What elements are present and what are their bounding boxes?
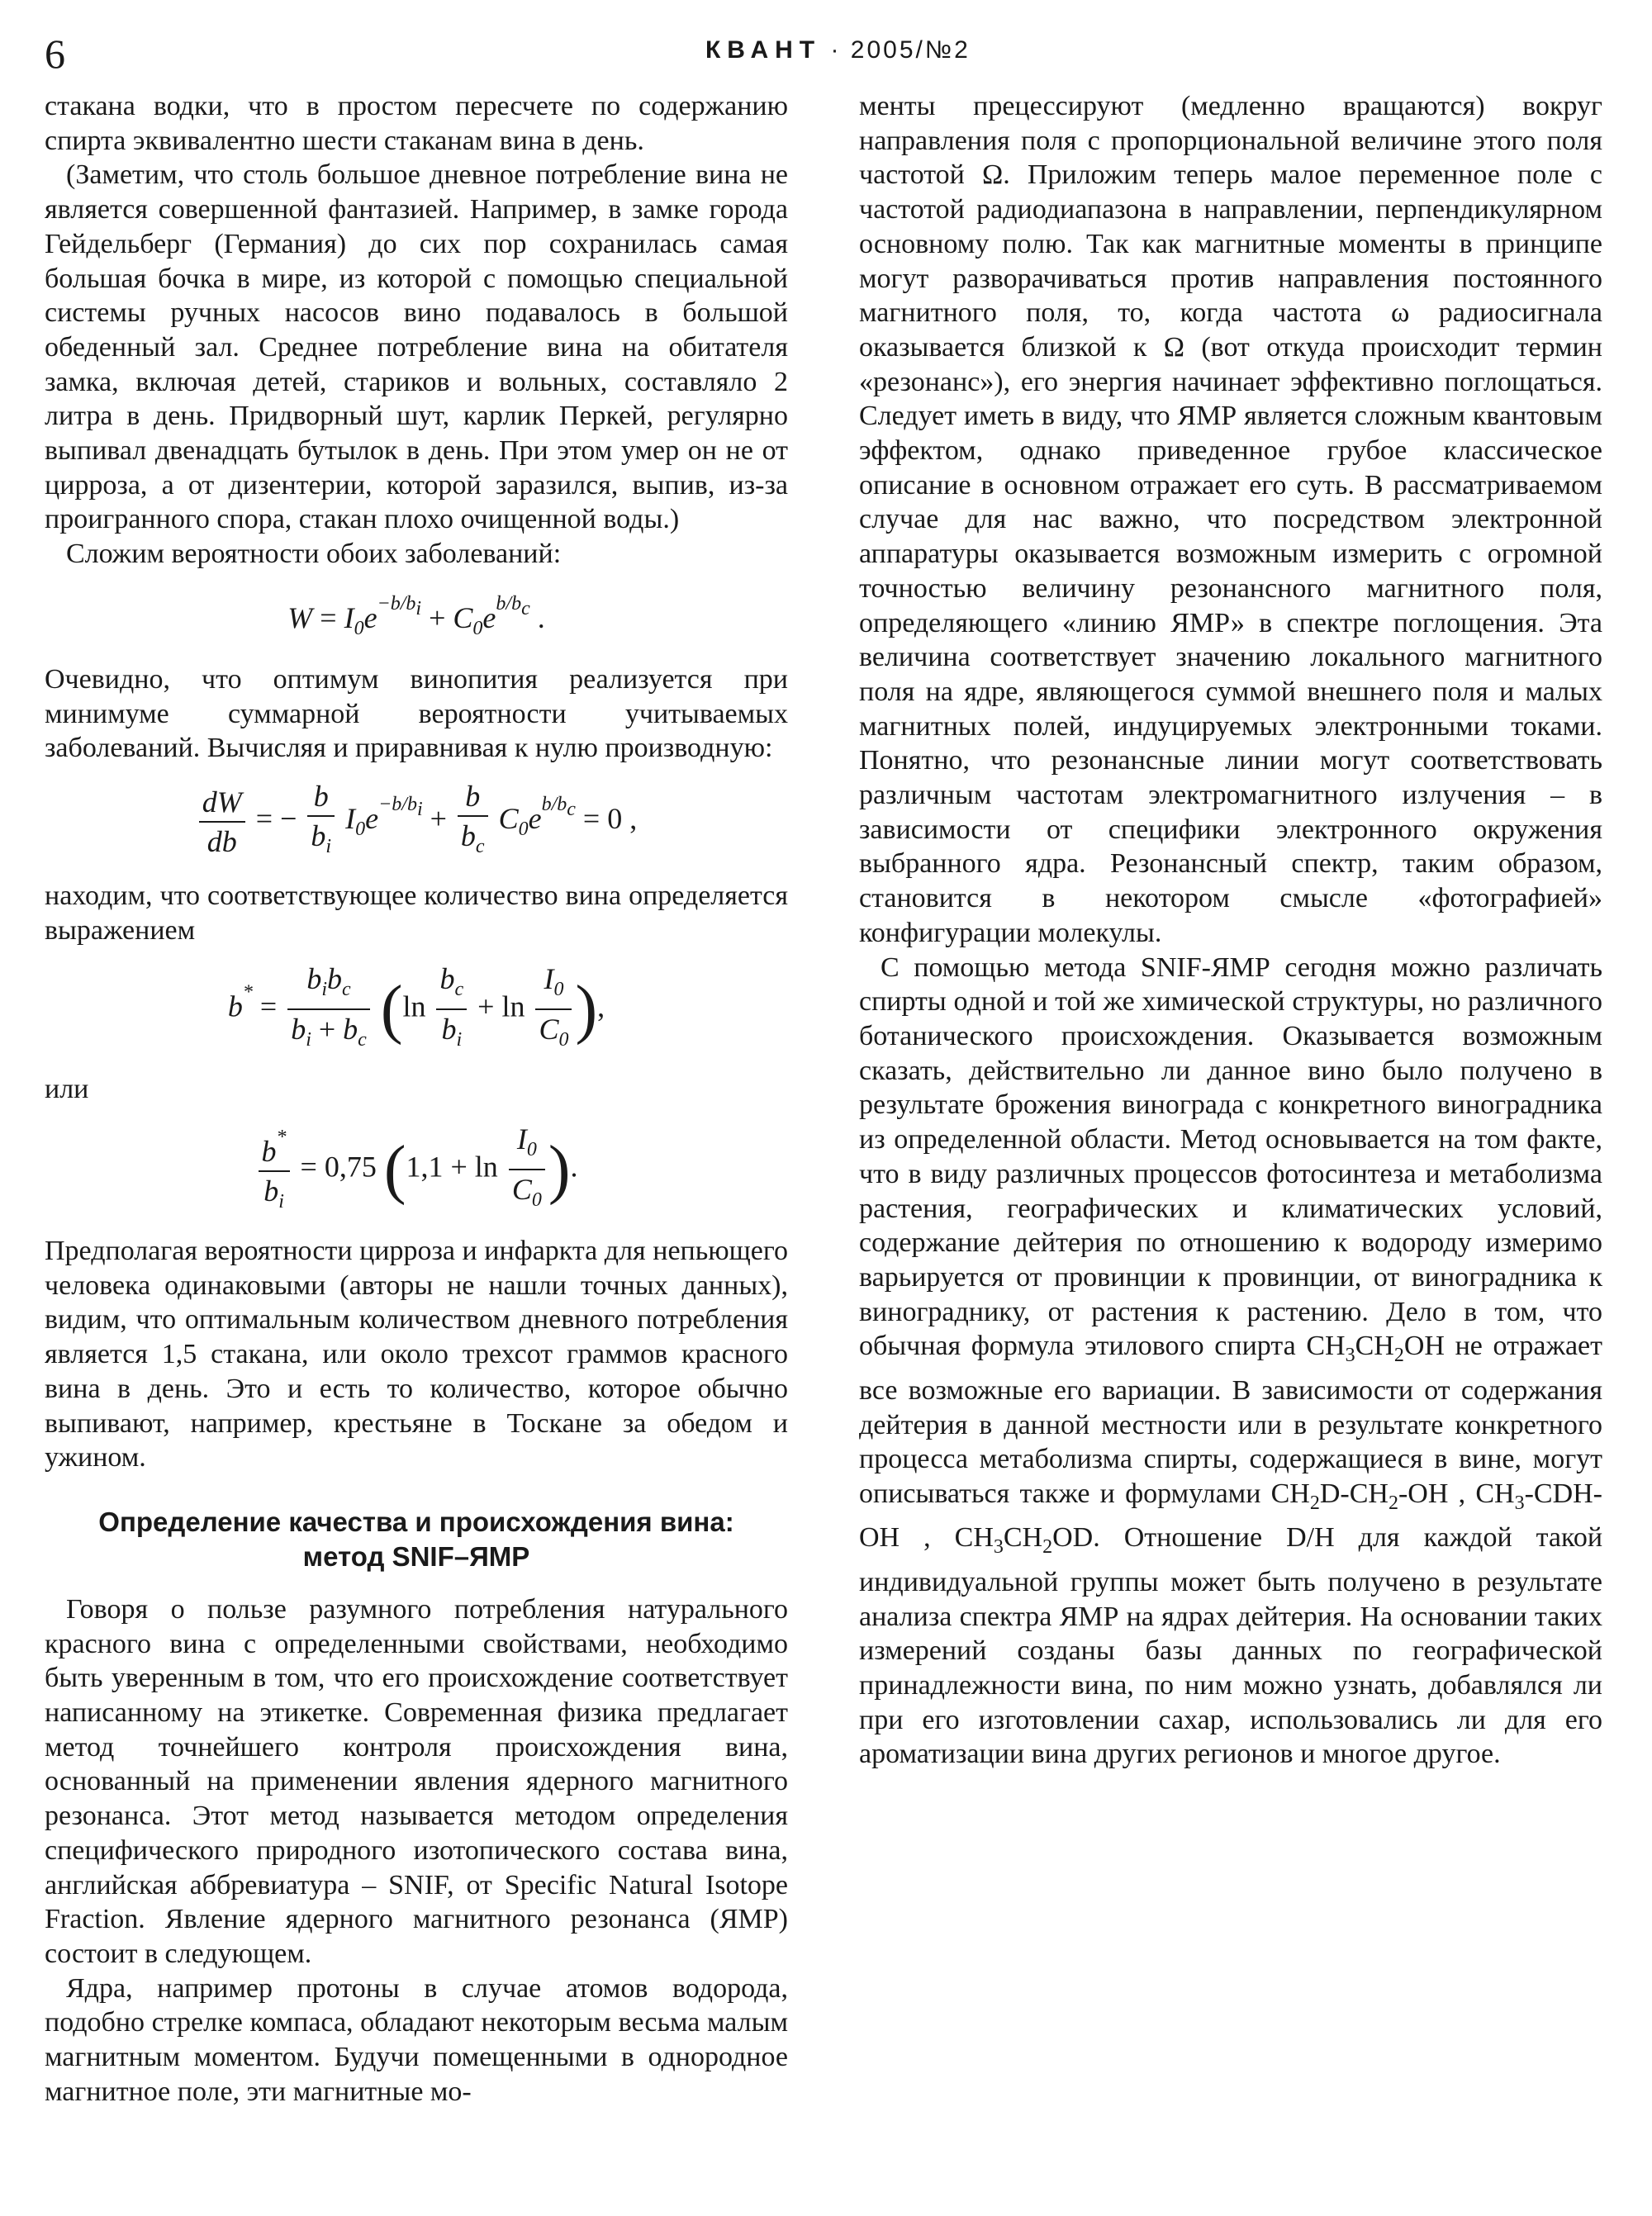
formula-optimum: b* = $\frac{b_ib_c}{b_i + b_c}$ (ln $\frac{b_c}{b_i}$ + ln $\frac{I_0}{C_0}$ ),: [45, 960, 788, 1059]
formula-isotopologue-2: $CH_3-CDH-OH$ ,: [859, 1478, 1602, 1554]
left-column: [45, 89, 788, 2109]
paragraph: (Заметим, что столь большое дневное потребление вина не является совершенной фантазией. Например, в замке города Гейдельберг (Германия) до сих пор сохранилась самая большая бочка в мире, из которой с помощью специальной системы ручных насосов вино подавалось в большой обеденный зал. Среднее потребление вина на обитателя замка, включая детей, стариков и вольных, составляло 2 литра в день. Придворный шут, карлик Перкей, регулярно выпивал двенадцать бутылок в день. При этом умер он не от цирроза, а от дизентерии, которой заразился, выпив, из-за проигранного спора, стакан плохо очищенной воды.): [45, 159, 788, 535]
paragraph: находим, что соответствующее количество вина определяется выражением: [45, 880, 788, 947]
formula-ethanol: $CH_3CH_2OH$: [1306, 1331, 1445, 1367]
paragraph: Говоря о пользе разумного потребления натурального красного вина с определенными свойствами, необходимо быть уверенным в том, что его происхождение соответствует написанному на этикетке. Современная физика предлагает метод точнейшего контроля происхождения вина, основанный на применении явления ядерного магнитного резонанса. Этот метод называется методом определения специфического природного изотопического состава вина, английская аббревиатура – SNIF, от Specific Natural Isotope Fraction. Явление ядерного магнитного резонанса (ЯМР) состоит в следующем.: [45, 1593, 788, 1969]
paragraph: стакана водки, что в простом пересчете по содержанию спирта эквивалентно шести стаканам вина в день.: [45, 91, 788, 156]
formula-ratio: $\frac{b^*}{b_i}$ = 0,75 (1,1 + ln $\frac{I_0}{C_0}$ ).: [45, 1118, 788, 1221]
journal-issue: · 2005/№2: [830, 36, 971, 64]
paragraph: Очевидно, что оптимум винопития реализуется при минимуме суммарной вероятности учитываемых заболеваний. Вычисляя и приравнивая к нулю производную:: [45, 664, 788, 764]
omega-capital-symbol: Ω: [981, 159, 1004, 191]
formula-isotopologue-1: $CH_2D-CH_2-OH$ ,: [1270, 1478, 1466, 1514]
journal-name: КВАНТ: [705, 36, 822, 64]
formula-total-probability: $W = I_0e^{-b/b_i} + C_0e^{b/b_c}$ .: [287, 592, 545, 640]
section-title: Определение качества и происхождения вина: метод SNIF–ЯМР: [98, 1506, 734, 1572]
paragraph: Ядра, например протоны в случае атомов водорода, подобно стрелке компаса, обладают некоторым весьма малым магнитным моментом. Будучи помещенными в однородное магнитное поле, эти магнитные мо-: [45, 1972, 788, 2107]
paragraph: С помощью метода SNIF-ЯМР сегодня можно различать спирты одной и той же химической структуры, но различного ботанического происхождения. Оказывается возможным сказать, действительно ли данное вино было получено в результате брожения винограда с конкретного виноградника из определенной области. Метод основывается на том факте, что в виду различных процессов фотосинтеза и метаболизма растения, географических и климатических условий, содержание дейтерия по отношению к водороду измеримо варьируется от провинции к провинции, от виноградника к винограднику, от растения к растению. Дело в том, что обычная формула этилового спирта $CH_3CH_2OH$ не отражает все возможные его вариации. В зависимости от содержания дейтерия в данной местности или в результате конкретного процесса метаболизма спирты, содержащиеся в вине, могут описываться также и формулами $CH_2D-CH_2-OH$ , $CH_3-CDH-OH$ , $CH_3CH_2OD$. Отношение D/H для каждой такой индивидуальной группы может быть получено в результате анализа спектра ЯМР на ядрах дейтерия. На основании таких измерений созданы базы данных по географической принадлежности вина, по ним можно узнать, добавлялся ли при его изготовлении сахар, использовались ли для его ароматизации вина других регионов и многое другое.: [859, 951, 1603, 1770]
page-header: [45, 30, 1607, 79]
formula-derivative: $\frac{dW}{db}$ = − $\frac{b}{b_i}$ $I_0e^{-b/b_i}$ + $\frac{b}{b_c}$ $C_0e^{b/b_c} = 0$ ,: [45, 777, 788, 866]
formula-isotopologue-3: $CH_3CH_2OD$: [954, 1522, 1094, 1559]
paragraph: менты прецессируют (медленно вращаются) вокруг направления поля с пропорциональной величине этого поля частотой Ω. Приложим теперь малое переменное поле с частотой радиодиапазона в направлении, перпендикулярном основному полю. Так как магнитные моменты в принципе могут разворачиваться против направления постоянного магнитного поля, то, когда частота ω радиосигнала оказывается близкой к Ω (вот откуда происходит термин «резонанс»), его энергия начинает эффективно поглощаться. Следует иметь в виду, что ЯМР является сложным квантовым эффектом, однако приведенное грубое классическое описание в основном отражает его суть. В рассматриваемом случае для нас важно, что посредством электронной аппаратуры оказывается возможным измерить с огромной точностью величину резонансного магнитного поля, определяющего «линию ЯМР» в спектре поглощения. Эта величина соответствует значению локального магнитного поля на ядре, являющегося суммой внешнего поля и малых магнитных полей, индуцируемых электронными токами. Понятно, что резонансные линии могут соответствовать различным частотам электромагнитного излучения – в зависимости от специфики электронного окружения выбранного ядра. Резонансный спектр, таким образом, становится в некотором смысле «фотографией» конфигурации молекулы.: [859, 91, 1603, 948]
paragraph: Сложим вероятности обоих заболеваний:: [66, 539, 562, 570]
page-number: 6: [45, 31, 65, 77]
paragraph: Предполагая вероятности цирроза и инфаркта для непьющего человека одинаковыми (авторы не нашли точных данных), видим, что оптимальным количеством дневного потребления является 1,5 стакана, или около трехсот граммов красного вина в день. Это и есть то количество, которое обычно выпивают, например, крестьяне в Тоскане за обедом и ужином.: [45, 1236, 788, 1473]
omega-small-symbol: ω: [1391, 297, 1410, 329]
journal-running-head: [705, 36, 971, 64]
paragraph: или: [45, 1074, 89, 1105]
omega-capital-symbol: Ω: [1163, 331, 1184, 363]
right-column: [859, 89, 1602, 1772]
